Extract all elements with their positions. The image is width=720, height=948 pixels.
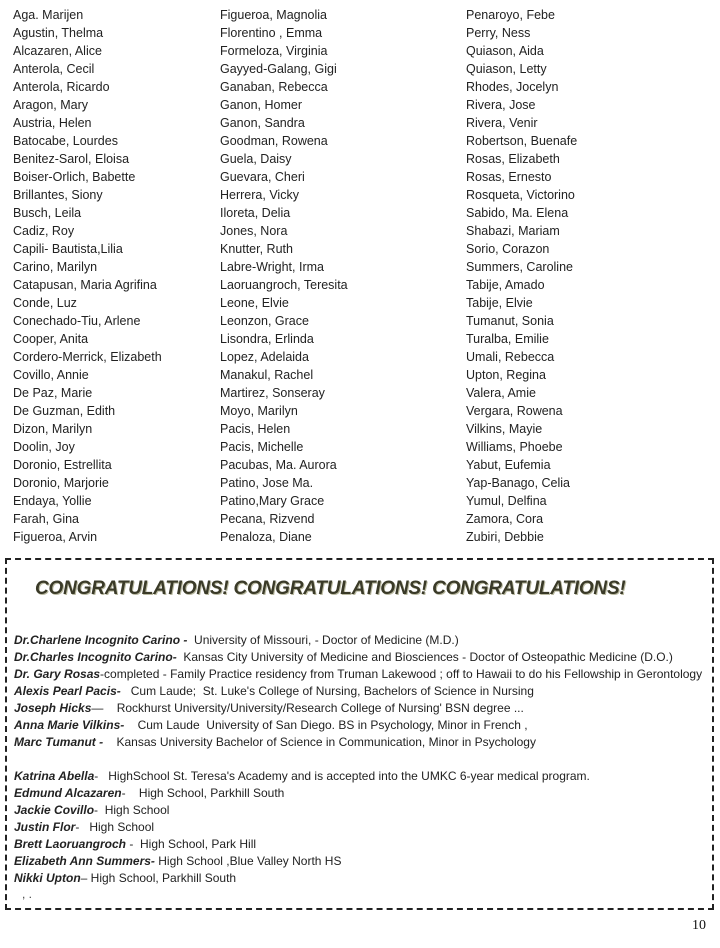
names-column-3	[466, 6, 577, 546]
graduate-detail: Cum Laude University of San Diego. BS in Psychology, Minor in French ,	[124, 718, 528, 732]
member-name: Leone, Elvie	[220, 296, 289, 310]
member-name: Ganon, Sandra	[220, 116, 305, 130]
graduate-name: Dr. Gary Rosas	[14, 667, 101, 681]
member-name: Valera, Amie	[466, 386, 536, 400]
graduate-name: Alexis Pearl Pacis-	[14, 684, 121, 698]
member-name: Laoruangroch, Teresita	[220, 278, 348, 292]
graduate-entry	[14, 836, 714, 853]
member-name: Yabut, Eufemia	[466, 458, 551, 472]
graduate-entry	[14, 632, 714, 649]
member-name: Rivera, Jose	[466, 98, 536, 112]
member-name: Florentino , Emma	[220, 26, 323, 40]
graduate-name: Justin Flor	[14, 820, 76, 834]
member-name: Lisondra, Erlinda	[220, 332, 314, 346]
graduate-name: Anna Marie Vilkins-	[14, 718, 125, 732]
member-name: Rivera, Venir	[466, 116, 538, 130]
member-name: Shabazi, Mariam	[466, 224, 560, 238]
college-graduates	[14, 632, 714, 751]
member-name: Umali, Rebecca	[466, 350, 555, 364]
graduate-entry	[14, 853, 714, 870]
graduate-entry	[14, 870, 714, 887]
member-name: Robertson, Buenafe	[466, 134, 578, 148]
member-name: Benitez-Sarol, Eloisa	[13, 152, 130, 166]
member-name: Gayyed-Galang, Gigi	[220, 62, 337, 76]
congratulations-banner: CONGRATULATIONS! CONGRATULATIONS! CONGRATULATIONS!	[35, 578, 626, 599]
spacer	[14, 751, 714, 768]
page-number: 10	[692, 918, 706, 933]
member-name: Patino,Mary Grace	[220, 494, 325, 508]
graduates-list	[14, 632, 714, 901]
member-name: Herrera, Vicky	[220, 188, 299, 202]
member-name: Guevara, Cheri	[220, 170, 305, 184]
member-name: Alcazaren, Alice	[13, 44, 102, 58]
graduate-name: Joseph Hicks	[14, 701, 92, 715]
member-name: Sorio, Corazon	[466, 242, 550, 256]
graduate-detail: - High School	[75, 820, 155, 834]
member-name: Zubiri, Debbie	[466, 530, 544, 544]
member-name: Conechado-Tiu, Arlene	[13, 314, 141, 328]
member-name: Ganon, Homer	[220, 98, 302, 112]
graduate-detail: – High School, Parkhill South	[80, 871, 237, 885]
member-name: Doronio, Marjorie	[13, 476, 109, 490]
member-name: Catapusan, Maria Agrifina	[13, 278, 157, 292]
graduate-entry	[14, 683, 714, 700]
member-name: Yap-Banago, Celia	[466, 476, 571, 490]
member-name: Moyo, Marilyn	[220, 404, 298, 418]
graduate-entry	[14, 700, 714, 717]
member-name: Quiason, Letty	[466, 62, 547, 76]
member-name: Pecana, Rizvend	[220, 512, 315, 526]
graduate-name: Elizabeth Ann Summers-	[14, 854, 155, 868]
member-name: Quiason, Aida	[466, 44, 544, 58]
member-name: Upton, Regina	[466, 368, 546, 382]
member-name: Figueroa, Arvin	[13, 530, 98, 544]
member-name: Vilkins, Mayie	[466, 422, 543, 436]
graduate-name: Brett Laoruangroch	[14, 837, 127, 851]
congratulations-box	[5, 558, 714, 910]
graduate-detail: Cum Laude; St. Luke's College of Nursing, Bachelors of Science in Nursing	[120, 684, 534, 698]
member-name: Penaroyo, Febe	[466, 8, 555, 22]
member-name: Farah, Gina	[13, 512, 80, 526]
member-name: Doronio, Estrellita	[13, 458, 112, 472]
member-name: Austria, Helen	[13, 116, 92, 130]
graduate-detail: — Rockhurst University/University/Research College of Nursing' BSN degree ...	[91, 701, 524, 715]
highschool-graduates	[14, 768, 714, 887]
member-name: Capili- Bautista,Lilia	[13, 242, 123, 256]
graduate-detail: -completed - Family Practice residency from Truman Lakewood ; off to Hawaii to do his Fellowship in Gerontology	[100, 667, 703, 681]
names-column-1	[13, 6, 162, 546]
graduate-entry	[14, 734, 714, 751]
member-name: Leonzon, Grace	[220, 314, 309, 328]
member-name: Pacis, Helen	[220, 422, 291, 436]
member-name: Agustin, Thelma	[13, 26, 104, 40]
graduate-entry	[14, 649, 714, 666]
member-name: Rosas, Elizabeth	[466, 152, 560, 166]
graduate-name: Edmund Alcazaren	[14, 786, 122, 800]
member-name: Penaloza, Diane	[220, 530, 312, 544]
member-name: Sabido, Ma. Elena	[466, 206, 569, 220]
member-name: Vergara, Rowena	[466, 404, 563, 418]
member-name: Williams, Phoebe	[466, 440, 563, 454]
member-name: Manakul, Rachel	[220, 368, 314, 382]
graduate-detail: University of Missouri, - Doctor of Medicine (M.D.)	[187, 633, 459, 647]
member-name: Brillantes, Siony	[13, 188, 103, 202]
member-name: Guela, Daisy	[220, 152, 292, 166]
member-name: Conde, Luz	[13, 296, 77, 310]
member-name: Endaya, Yollie	[13, 494, 92, 508]
member-name: Covillo, Annie	[13, 368, 89, 382]
graduate-entry	[14, 768, 714, 785]
member-name: Yumul, Delfina	[466, 494, 547, 508]
member-name: Jones, Nora	[220, 224, 288, 238]
member-name: Turalba, Emilie	[466, 332, 549, 346]
member-name: Rhodes, Jocelyn	[466, 80, 559, 94]
member-name: Cooper, Anita	[13, 332, 89, 346]
member-name: Anterola, Cecil	[13, 62, 95, 76]
member-name: Tabije, Elvie	[466, 296, 533, 310]
graduate-entry	[14, 666, 714, 683]
member-name: Knutter, Ruth	[220, 242, 293, 256]
member-name: De Paz, Marie	[13, 386, 93, 400]
member-name: Aga. Marijen	[13, 8, 84, 22]
member-name: Lopez, Adelaida	[220, 350, 309, 364]
member-name: Perry, Ness	[466, 26, 531, 40]
graduate-detail: - High School	[94, 803, 170, 817]
member-name: Figueroa, Magnolia	[220, 8, 328, 22]
member-name: Pacis, Michelle	[220, 440, 304, 454]
graduate-name: Jackie Covillo	[14, 803, 95, 817]
member-name: Labre-Wright, Irma	[220, 260, 324, 274]
trailing-marks: , .	[22, 887, 33, 901]
graduate-detail: Kansas University Bachelor of Science in Communication, Minor in Psychology	[103, 735, 536, 749]
member-name-list	[0, 6, 720, 546]
member-name: Tumanut, Sonia	[466, 314, 554, 328]
graduate-entry	[14, 785, 714, 802]
member-name: Dizon, Marilyn	[13, 422, 93, 436]
member-name: Tabije, Amado	[466, 278, 545, 292]
member-name: Summers, Caroline	[466, 260, 573, 274]
member-name: Busch, Leila	[13, 206, 82, 220]
member-name: Formeloza, Virginia	[220, 44, 328, 58]
member-name: Patino, Jose Ma.	[220, 476, 314, 490]
names-column-2	[220, 6, 348, 546]
graduate-name: Nikki Upton	[14, 871, 81, 885]
graduate-detail: - High School, Parkhill South	[121, 786, 285, 800]
member-name: Iloreta, Delia	[220, 206, 291, 220]
member-name: Cordero-Merrick, Elizabeth	[13, 350, 162, 364]
member-name: Goodman, Rowena	[220, 134, 328, 148]
graduate-detail: Kansas City University of Medicine and Biosciences - Doctor of Osteopathic Medicine (D.O.)	[176, 650, 673, 664]
member-name: Zamora, Cora	[466, 512, 544, 526]
graduate-detail: High School ,Blue Valley North HS	[154, 854, 342, 868]
member-name: Martirez, Sonseray	[220, 386, 325, 400]
graduate-name: Katrina Abella	[14, 769, 95, 783]
graduate-detail: - High School, Park Hill	[126, 837, 257, 851]
member-name: Carino, Marilyn	[13, 260, 98, 274]
member-name: Rosas, Ernesto	[466, 170, 552, 184]
member-name: De Guzman, Edith	[13, 404, 116, 418]
graduate-entry	[14, 819, 714, 836]
graduate-detail: - HighSchool St. Teresa's Academy and is accepted into the UMKC 6-year medical program.	[94, 769, 590, 783]
member-name: Cadiz, Roy	[13, 224, 75, 238]
member-name: Boiser-Orlich, Babette	[13, 170, 136, 184]
member-name: Anterola, Ricardo	[13, 80, 110, 94]
graduate-name: Marc Tumanut -	[14, 735, 104, 749]
member-name: Rosqueta, Victorino	[466, 188, 575, 202]
member-name: Pacubas, Ma. Aurora	[220, 458, 337, 472]
graduate-entry	[14, 717, 714, 734]
graduate-entry	[14, 802, 714, 819]
graduate-name: Dr.Charles Incognito Carino-	[14, 650, 177, 664]
member-name: Ganaban, Rebecca	[220, 80, 328, 94]
member-name: Batocabe, Lourdes	[13, 134, 118, 148]
member-name: Aragon, Mary	[13, 98, 89, 112]
graduate-name: Dr.Charlene Incognito Carino -	[14, 633, 188, 647]
member-name: Doolin, Joy	[13, 440, 75, 454]
